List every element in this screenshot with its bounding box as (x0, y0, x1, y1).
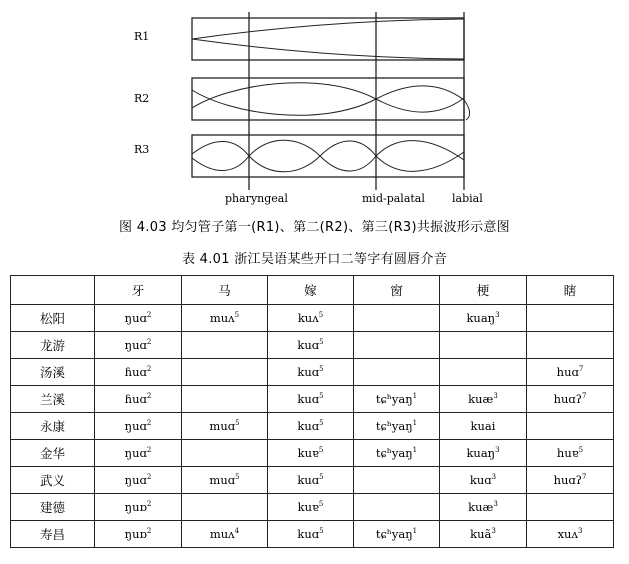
transcription-base: ŋuɒ (124, 527, 147, 541)
location-cell: 寿昌 (11, 521, 95, 548)
transcription-cell (440, 440, 527, 467)
transcription-cell (182, 494, 268, 521)
tone-number: 7 (581, 392, 587, 400)
transcription-cell (354, 305, 440, 332)
transcription-cell (527, 305, 614, 332)
tone-number: 7 (581, 473, 587, 481)
wave-r3-mirror (192, 140, 464, 171)
tone-number: 4 (234, 527, 240, 535)
header-cell: 窗 (354, 276, 440, 305)
transcription-base: ŋuɑ (124, 446, 147, 460)
transcription-cell (354, 332, 440, 359)
wave-r2-tail (464, 100, 470, 120)
wave-r1-mirror (192, 39, 464, 59)
transcription-base: huɑ (556, 365, 579, 379)
tone-number: 1 (412, 446, 418, 454)
table-row (11, 332, 614, 359)
transcription-cell (182, 467, 268, 494)
location-cell: 松阳 (11, 305, 95, 332)
transcription-cell (527, 413, 614, 440)
transcription-cell (95, 305, 182, 332)
transcription-base: muɑ (209, 419, 236, 433)
transcription-cell (354, 521, 440, 548)
transcription-cell (182, 521, 268, 548)
transcription-base: kuaŋ (466, 311, 496, 325)
transcription-cell (268, 521, 354, 548)
tone-number: 2 (146, 500, 152, 508)
location-cell: 龙游 (11, 332, 95, 359)
transcription-cell (182, 413, 268, 440)
transcription-base: kuʌ (297, 311, 319, 325)
transcription-base: kuɑ (297, 392, 320, 406)
transcription-cell (354, 359, 440, 386)
location-cell: 永康 (11, 413, 95, 440)
table-row (11, 386, 614, 413)
transcription-base: ŋuɑ (124, 473, 147, 487)
transcription-base: xuʌ (557, 527, 578, 541)
transcription-cell (95, 413, 182, 440)
transcription-base: kuæ (468, 500, 494, 514)
wave-r2-mirror (192, 86, 464, 115)
transcription-cell (354, 494, 440, 521)
axis-label-labial: labial (452, 192, 483, 205)
transcription-cell (268, 440, 354, 467)
transcription-cell (354, 413, 440, 440)
transcription-base: tɕʰyaŋ (375, 446, 413, 460)
transcription-base: kuɑ (469, 473, 492, 487)
tone-number: 2 (146, 527, 152, 535)
table-title: 表 4.01 浙江吴语某些开口二等字有圆唇介音 (181, 252, 448, 267)
tone-number: 5 (319, 365, 324, 373)
transcription-cell (440, 386, 527, 413)
table-row (11, 413, 614, 440)
tone-number: 5 (235, 473, 240, 481)
table-row (11, 521, 614, 548)
transcription-cell (440, 305, 527, 332)
transcription-cell (527, 467, 614, 494)
location-cell: 汤溪 (11, 359, 95, 386)
tone-number: 5 (578, 446, 584, 454)
header-cell: 瞎 (527, 276, 614, 305)
header-cell: 牙 (95, 276, 182, 305)
row-label-r3: R3 (134, 143, 150, 156)
wave-r2 (192, 83, 464, 112)
transcription-cell (440, 359, 527, 386)
transcription-cell (182, 305, 268, 332)
transcription-cell (527, 359, 614, 386)
wave-r3 (192, 141, 464, 172)
transcription-base: kuɑ (297, 473, 320, 487)
tone-number: 1 (412, 527, 418, 535)
transcription-base: muɑ (209, 473, 236, 487)
location-cell: 建德 (11, 494, 95, 521)
transcription-base: kuɑ (297, 527, 320, 541)
row-label-r1: R1 (134, 30, 150, 43)
transcription-base: kuã (470, 527, 492, 541)
transcription-base: muʌ (209, 527, 235, 541)
transcription-cell (527, 386, 614, 413)
transcription-base: kuɑ (297, 365, 320, 379)
transcription-cell (527, 440, 614, 467)
tone-number: 3 (495, 311, 500, 319)
transcription-cell (95, 440, 182, 467)
tone-number: 3 (493, 392, 498, 400)
transcription-cell (268, 413, 354, 440)
tone-number: 1 (412, 392, 418, 400)
tone-number: 5 (318, 500, 324, 508)
transcription-cell (440, 467, 527, 494)
tone-number: 3 (491, 473, 497, 481)
figure-caption: 图 4.03 均匀管子第一(R1)、第二(R2)、第三(R3)共振波形示意图 (119, 220, 510, 235)
transcription-base: ŋuɑ (124, 419, 147, 433)
header-cell: 马 (182, 276, 268, 305)
header-cell (11, 276, 95, 305)
transcription-base: kuæ (468, 392, 494, 406)
table-row (11, 440, 614, 467)
transcription-cell (95, 332, 182, 359)
tone-number: 5 (318, 311, 324, 319)
transcription-base: kuɑ (297, 419, 320, 433)
transcription-base: ŋuɑ (124, 311, 147, 325)
transcription-cell (440, 332, 527, 359)
location-cell: 武义 (11, 467, 95, 494)
transcription-base: kuɐ (297, 500, 319, 514)
tone-number: 5 (235, 419, 240, 427)
transcription-cell (440, 494, 527, 521)
transcription-cell (182, 359, 268, 386)
tone-number: 2 (146, 311, 152, 319)
transcription-cell (268, 305, 354, 332)
transcription-cell (95, 494, 182, 521)
transcription-cell (527, 494, 614, 521)
tone-number: 3 (491, 527, 496, 535)
transcription-cell (440, 413, 527, 440)
header-cell: 嫁 (268, 276, 354, 305)
transcription-cell (268, 494, 354, 521)
transcription-cell (527, 521, 614, 548)
tone-number: 3 (577, 527, 583, 535)
rounding-table (10, 275, 614, 548)
transcription-cell (527, 332, 614, 359)
row-label-r2: R2 (134, 92, 150, 105)
transcription-base: ŋuɑ (124, 338, 147, 352)
tone-number: 5 (319, 392, 324, 400)
transcription-base: muʌ (209, 311, 235, 325)
transcription-base: tɕʰyaŋ (375, 392, 413, 406)
transcription-cell (95, 359, 182, 386)
tone-number: 5 (319, 419, 324, 427)
transcription-cell (268, 332, 354, 359)
tone-number: 5 (319, 473, 324, 481)
axis-label-mid-palatal: mid-palatal (362, 192, 425, 205)
tone-number: 2 (146, 338, 152, 346)
transcription-base: kuɑ (297, 338, 320, 352)
tone-number: 5 (318, 446, 324, 454)
transcription-cell (354, 467, 440, 494)
table-row (11, 359, 614, 386)
tone-number: 3 (493, 500, 498, 508)
transcription-base: ɦuɑ (124, 365, 147, 379)
location-cell: 金华 (11, 440, 95, 467)
transcription-cell (354, 386, 440, 413)
transcription-base: kuaŋ (466, 446, 496, 460)
transcription-base: kuai (470, 419, 496, 433)
transcription-base: tɕʰyaŋ (375, 527, 413, 541)
transcription-cell (95, 467, 182, 494)
tone-number: 2 (146, 365, 152, 373)
transcription-cell (182, 332, 268, 359)
tone-number: 2 (146, 473, 152, 481)
table-row (11, 494, 614, 521)
resonance-figure (0, 0, 629, 212)
transcription-cell (268, 467, 354, 494)
transcription-base: huɑʔ (553, 392, 582, 406)
tone-number: 1 (412, 419, 418, 427)
transcription-cell (354, 440, 440, 467)
tone-number: 7 (578, 365, 584, 373)
transcription-cell (95, 521, 182, 548)
transcription-cell (268, 359, 354, 386)
tone-number: 5 (234, 311, 240, 319)
axis-label-pharyngeal: pharyngeal (225, 192, 288, 205)
transcription-cell (440, 521, 527, 548)
tone-number: 5 (319, 338, 324, 346)
transcription-base: huɑʔ (553, 473, 582, 487)
transcription-cell (182, 386, 268, 413)
transcription-cell (268, 386, 354, 413)
table-row (11, 467, 614, 494)
tone-number: 2 (146, 446, 152, 454)
table-row (11, 305, 614, 332)
header-cell: 梗 (440, 276, 527, 305)
transcription-base: huɐ (556, 446, 579, 460)
location-cell: 兰溪 (11, 386, 95, 413)
transcription-base: tɕʰyaŋ (375, 419, 413, 433)
transcription-cell (95, 386, 182, 413)
header-row (11, 276, 614, 305)
transcription-cell (182, 440, 268, 467)
wave-r1 (192, 19, 464, 39)
tone-number: 2 (146, 419, 152, 427)
transcription-base: kuɐ (297, 446, 319, 460)
tone-number: 5 (319, 527, 324, 535)
transcription-base: ŋuɒ (124, 500, 147, 514)
transcription-base: ɦuɑ (124, 392, 147, 406)
tone-number: 2 (146, 392, 152, 400)
tone-number: 3 (495, 446, 500, 454)
